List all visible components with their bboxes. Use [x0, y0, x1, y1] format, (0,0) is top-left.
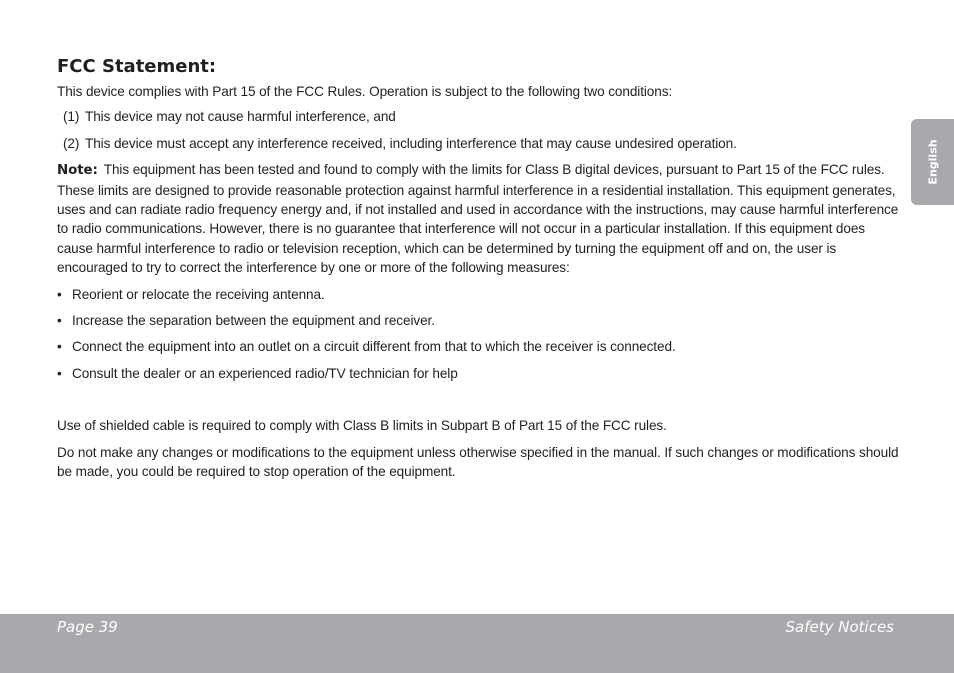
list-item-text: Consult the dealer or an experienced radio/TV technician for help: [72, 365, 458, 381]
bullet-icon: •: [57, 365, 62, 381]
section-heading: FCC Statement:: [57, 56, 217, 77]
intro-paragraph: This device complies with Part 15 of the FCC Rules. Operation is subject to the following two conditions:: [57, 84, 673, 99]
condition-text: This device may not cause harmful interference, and: [85, 109, 396, 125]
note-text: This equipment has been tested and found to comply with the limits for Class B digital devices, pursuant to Part 15 of the FCC rules. These limits are designed to provide reasonable protection against harmful interference in a residential installation. This equipment generates, uses and can radiate radio frequency energy and, if not installed and used in accordance with the instructions, may cause harmful interference to radio communications. However, there is no guarantee that interference will not occur in a particular installation. If this equipment does cause harmful interference to radio or television reception, which can be determined by turning the equipment off and on, the user is encouraged to try to correct the interference by one or more of the following measures:: [57, 162, 899, 276]
document-body: [57, 56, 899, 482]
condition-number: (2): [63, 135, 80, 151]
note-label: Note:: [57, 163, 98, 179]
bullet-icon: •: [57, 339, 62, 355]
section-name: Safety Notices: [785, 618, 894, 636]
list-item-text: Reorient or relocate the receiving antenna.: [72, 286, 325, 302]
condition-number: (1): [63, 109, 80, 125]
shielded-cable-paragraph: Use of shielded cable is required to comply with Class B limits in Subpart B of Part 15 of the FCC rules.: [57, 418, 667, 434]
page-number: Page 39: [57, 618, 118, 636]
condition-text: This device must accept any interference received, including interference that may cause undesired operation.: [85, 135, 737, 151]
condition-2: [57, 134, 899, 153]
list-item-text: Connect the equipment into an outlet on a circuit different from that to which the receiver is connected.: [72, 339, 676, 355]
modifications-paragraph: Do not make any changes or modifications to the equipment unless otherwise specified in the manual. If such changes or modifications should be made, you could be required to stop operation of the equipment.: [57, 444, 899, 480]
language-tab: [911, 119, 954, 205]
list-item: [57, 337, 899, 356]
bullet-icon: •: [57, 286, 62, 302]
language-tab-label: English: [926, 139, 939, 185]
list-item: [57, 311, 899, 330]
note-paragraph: [57, 160, 899, 277]
condition-1: [57, 107, 899, 126]
list-item-text: Increase the separation between the equipment and receiver.: [72, 313, 435, 329]
page-footer: [0, 614, 954, 673]
measures-list: [57, 285, 899, 384]
bullet-icon: •: [57, 313, 62, 329]
list-item: [57, 285, 899, 304]
list-item: [57, 364, 899, 383]
